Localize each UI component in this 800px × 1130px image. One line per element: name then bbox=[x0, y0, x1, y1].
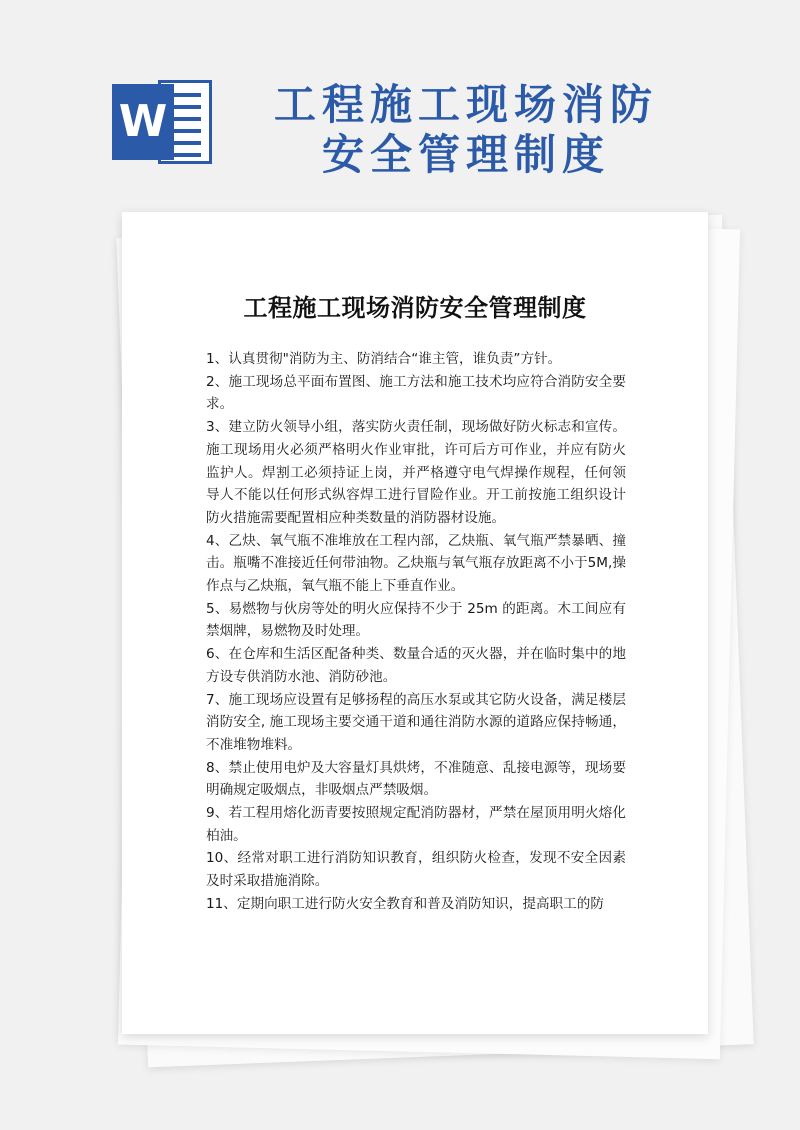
paragraph-2: 2、施工现场总平面布置图、施工方法和施工技术均应符合消防安全要求。 bbox=[206, 373, 626, 413]
paragraph-7: 7、施工现场应设置有足够扬程的高压水泵或其它防火设备，满足楼层消防安全, 施工现场主要交通干道和通往消防水源的道路应保持畅通，不准堆物堆料。 bbox=[206, 691, 626, 753]
header-title bbox=[236, 80, 696, 180]
paragraph-5: 5、易燃物与伙房等处的明火应保持不少于 25m 的距离。木工间应有禁烟牌，易燃物及时处理。 bbox=[206, 600, 626, 640]
paragraph-4: 4、乙炔、氧气瓶不准堆放在工程内部，乙炔瓶、氧气瓶严禁暴晒、撞击。瓶嘴不准接近任何带油物。乙炔瓶与氧气瓶存放距离不小于5M,操作点与乙炔瓶，氧气瓶不能上下垂直作业。 bbox=[206, 532, 626, 595]
paragraph-6: 6、在仓库和生活区配备种类、数量合适的灭火器，并在临时集中的地方设专供消防水池、消防砂池。 bbox=[206, 646, 626, 685]
document-title: 工程施工现场消防安全管理制度 bbox=[243, 294, 587, 322]
header-title-line1: 工程施工现场消防 bbox=[273, 80, 658, 129]
paragraph-1: 1、认真贯彻"消防为主、防消结合“谁主管，谁负责”方针。 bbox=[206, 351, 562, 367]
paragraph-9: 9、若工程用熔化沥青要按照规定配消防器材，严禁在屋顶用明火熔化柏油。 bbox=[206, 805, 626, 844]
paragraph-10: 10、经常对职工进行消防知识教育，组织防火检查，发现不安全因素及时采取措施消除。 bbox=[206, 850, 626, 890]
header-banner bbox=[0, 0, 800, 200]
paragraph-8: 8、禁止使用电炉及大容量灯具烘烤，不准随意、乱接电源等，现场要明确规定吸烟点，非吸烟点严禁吸烟。 bbox=[206, 759, 626, 799]
word-icon-badge: W bbox=[112, 84, 174, 160]
paragraph-3: 3、建立防火领导小组，落实防火责任制，现场做好防火标志和宣传。施工现场用火必须严格明火作业审批，许可后方可作业，并应有防火监护人。焊割工必须持证上岗，并严格遵守电气焊操作规程，任何领导人不能以任何形式纵容焊工进行冒险作业。开工前按施工组织设计防火措施需要配置相应种类数量的消防器材设施。 bbox=[206, 419, 626, 526]
document-body bbox=[206, 348, 626, 916]
paragraph-11: 11、定期向职工进行防火安全教育和普及消防知识，提高职工的防 bbox=[206, 895, 604, 912]
header-title-line2: 安全管理制度 bbox=[321, 130, 610, 179]
word-document-icon bbox=[112, 74, 216, 170]
document-page bbox=[122, 212, 708, 1034]
